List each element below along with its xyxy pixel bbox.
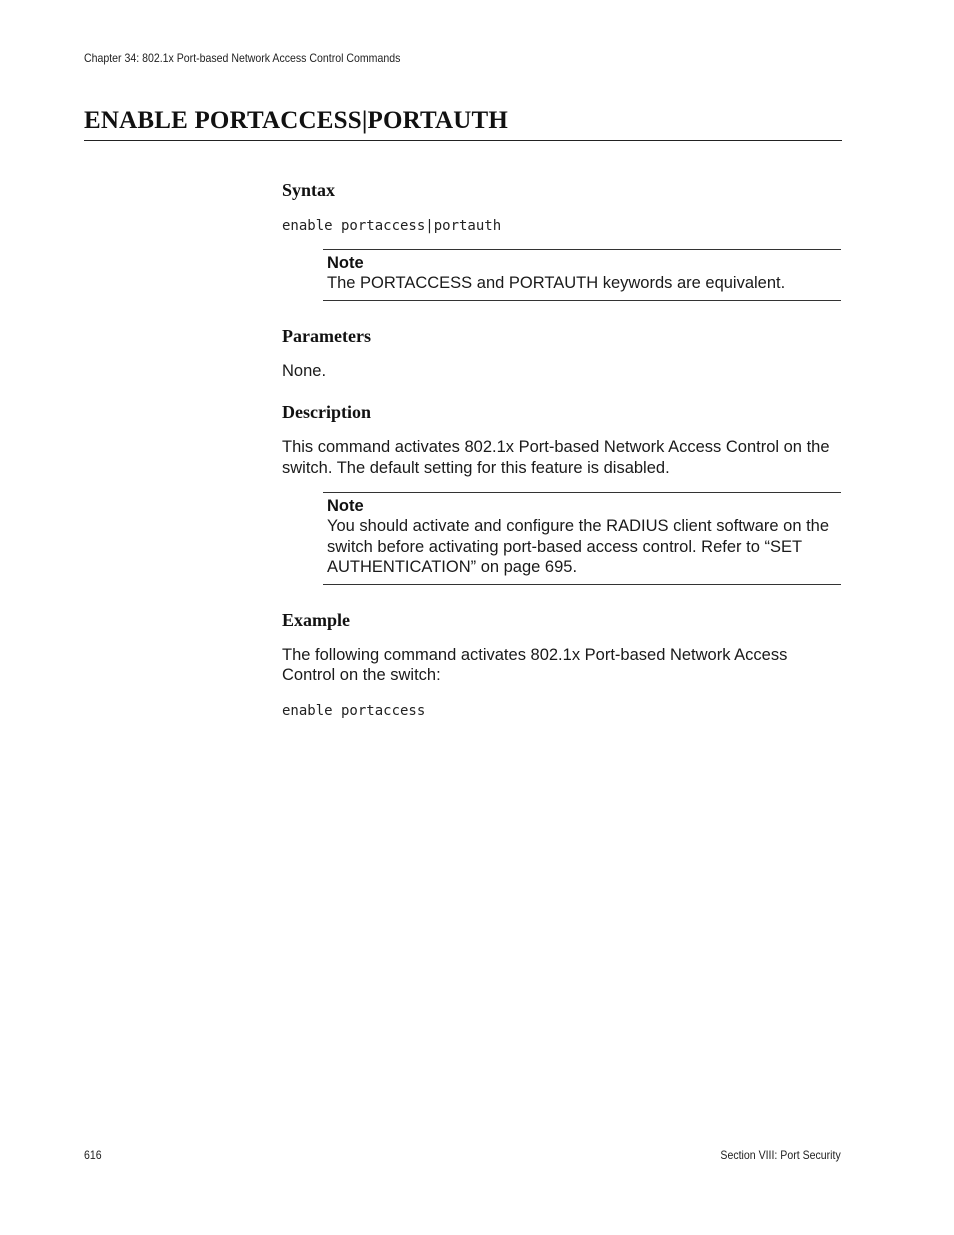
page-number: 616	[84, 1148, 102, 1162]
note-text: You should activate and configure the RADIUS client software on the switch before activating port-based access control. Refer to “SET AUTHENTICATION” on page 695.	[327, 517, 830, 576]
main-content	[282, 178, 842, 721]
running-header: Chapter 34: 802.1x Port-based Network Access Control Commands	[84, 51, 401, 65]
note-label: Note	[327, 254, 364, 272]
example-text: The following command activates 802.1x Port-based Network Access Control on the switch:	[282, 645, 788, 684]
syntax-note	[323, 249, 841, 301]
example-code: enable portaccess	[282, 702, 426, 719]
description-note	[323, 492, 841, 585]
page-title: ENABLE PORTACCESS|PORTAUTH	[84, 107, 509, 134]
syntax-code: enable portaccess|portauth	[282, 218, 502, 234]
description-heading: Description	[282, 402, 371, 422]
note-text: The PORTACCESS and PORTAUTH keywords are equivalent.	[327, 274, 786, 292]
parameters-text: None.	[282, 361, 327, 380]
parameters-heading: Parameters	[282, 325, 371, 346]
note-label: Note	[327, 497, 364, 515]
section-footer: Section VIII: Port Security	[720, 1148, 841, 1162]
example-heading: Example	[282, 609, 351, 630]
title-divider	[84, 140, 842, 141]
syntax-heading: Syntax	[282, 180, 336, 200]
description-text: This command activates 802.1x Port-based Network Access Control on the switch. The default setting for this feature is disabled.	[282, 438, 830, 477]
